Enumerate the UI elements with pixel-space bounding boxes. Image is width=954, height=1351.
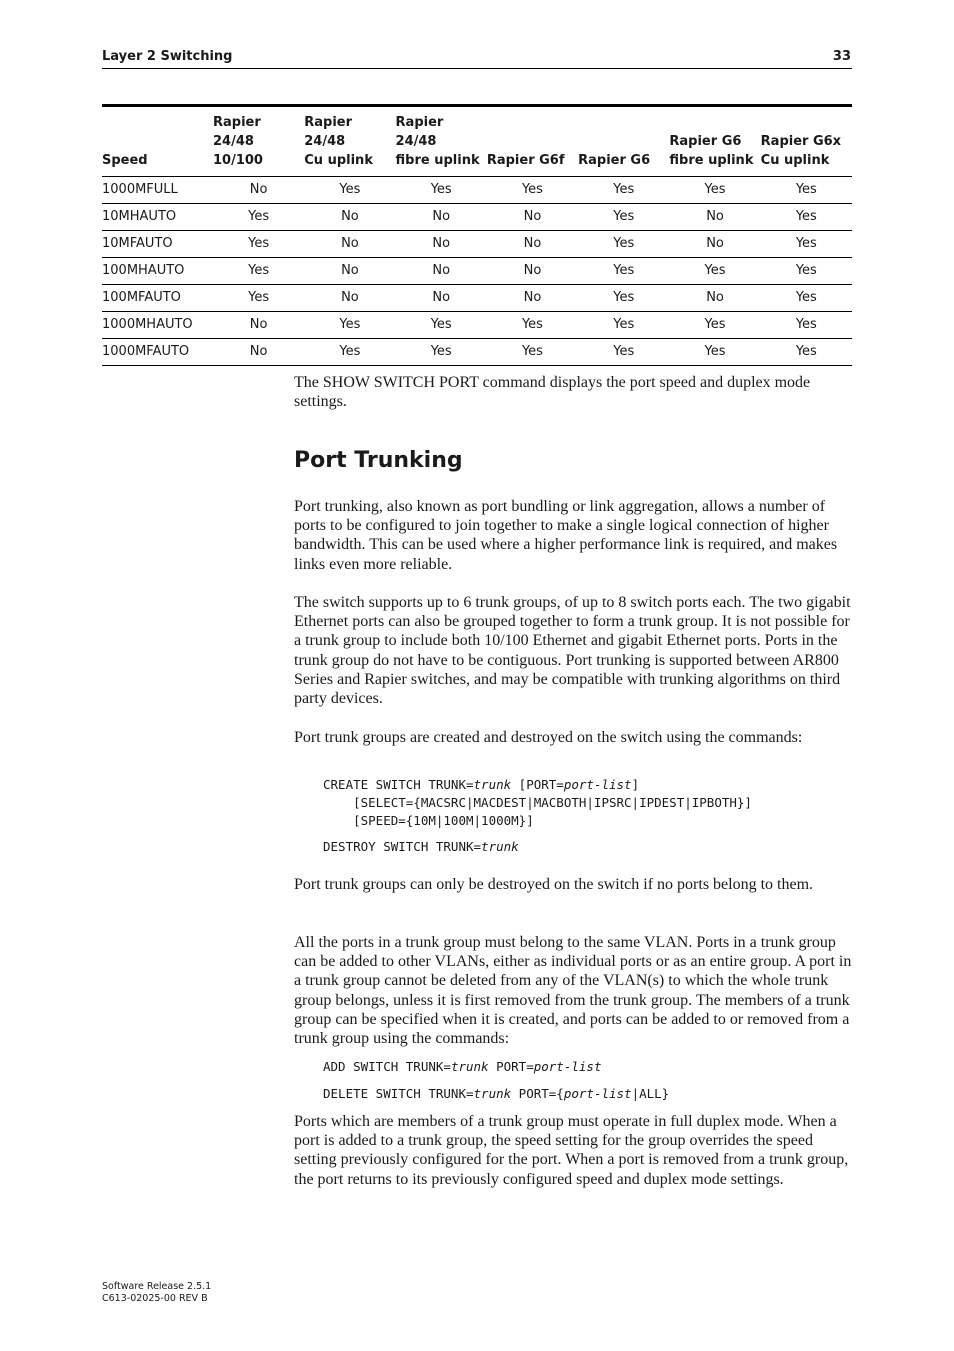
table-cell: Yes xyxy=(304,339,395,366)
table-cell: Yes xyxy=(669,339,760,366)
table-cell: No xyxy=(396,285,487,312)
table-cell: Yes xyxy=(578,258,669,285)
row-speed-cell: 10MFAUTO xyxy=(102,231,213,258)
table-cell: Yes xyxy=(304,177,395,204)
paragraph-4 xyxy=(294,875,854,894)
table-cell: Yes xyxy=(578,231,669,258)
col-header-rapier-24-48-cu-uplink: Rapier 24/48 Cu uplink xyxy=(304,106,395,177)
table-cell: No xyxy=(487,231,578,258)
table-cell: Yes xyxy=(761,231,852,258)
table-cell: Yes xyxy=(761,258,852,285)
table-cell: Yes xyxy=(761,204,852,231)
table-cell: Yes xyxy=(578,339,669,366)
row-speed-cell: 100MFAUTO xyxy=(102,285,213,312)
destroy-trunk-command: DESTROY SWITCH TRUNK=trunk xyxy=(323,839,519,854)
running-header-section: Layer 2 Switching xyxy=(102,49,233,64)
col-header-rapier-g6f: Rapier G6f xyxy=(487,106,578,177)
table-cell: No xyxy=(304,258,395,285)
paragraph-1 xyxy=(294,497,854,574)
paragraph-6-text: Ports which are members of a trunk group must operate in full duplex mode. When a port is added to a trunk group, the speed setting for the group overrides the speed setting previously configured for the port. When a port is removed from a trunk group, the port returns to its previously configured speed and duplex mode settings. xyxy=(294,1113,849,1188)
paragraph-6 xyxy=(294,1112,854,1189)
paragraph-5-text: All the ports in a trunk group must belong to the same VLAN. Ports in a trunk group can be added to other VLANs, either as individual ports or as an entire group. A port in a trunk group cannot be deleted from any of the VLAN(s) to which the whole trunk group belongs, unless it is first removed from the trunk group. The members of a trunk group can be specified when it is created, and ports can be added to or removed from a trunk group using the commands: xyxy=(294,934,852,1048)
table-cell: Yes xyxy=(669,312,760,339)
intro-paragraph xyxy=(294,373,854,411)
col-header-rapier-24-48-10-100: Rapier 24/48 10/100 xyxy=(213,106,304,177)
table-cell: Yes xyxy=(396,339,487,366)
delete-trunk-command: DELETE SWITCH TRUNK=trunk PORT={port-list|ALL} xyxy=(323,1086,670,1101)
table-cell: Yes xyxy=(578,312,669,339)
table-cell: Yes xyxy=(213,231,304,258)
table-cell: Yes xyxy=(761,339,852,366)
row-speed-cell: 10MHAUTO xyxy=(102,204,213,231)
col-header-speed: Speed xyxy=(102,106,213,177)
table-cell: Yes xyxy=(761,312,852,339)
page-number: 33 xyxy=(832,49,851,64)
header-rule xyxy=(102,68,852,69)
table-cell: No xyxy=(669,285,760,312)
table-cell: No xyxy=(213,177,304,204)
table-row xyxy=(102,285,852,312)
table-cell: No xyxy=(304,231,395,258)
table-cell: No xyxy=(213,312,304,339)
table-cell: No xyxy=(396,231,487,258)
table-cell: Yes xyxy=(578,204,669,231)
table-cell: No xyxy=(487,258,578,285)
table-cell: Yes xyxy=(487,339,578,366)
table-body xyxy=(102,177,852,366)
table-cell: No xyxy=(396,204,487,231)
table-cell: No xyxy=(669,204,760,231)
table-cell: Yes xyxy=(578,285,669,312)
paragraph-2-text: The switch supports up to 6 trunk groups, of up to 8 switch ports each. The two gigabit Ethernet ports can also be grouped together to form a trunk group. It is not possible for a trunk group to include both 10/100 Ethernet and gigabit Ethernet ports. Ports in the trunk group do not have to be contiguous. Port trunking is supported between AR800 Series and Rapier switches, and may be compatible with trunking algorithms on third party devices. xyxy=(294,594,851,708)
table-cell: Yes xyxy=(578,177,669,204)
paragraph-3-text: Port trunk groups are created and destroyed on the switch using the commands: xyxy=(294,729,803,746)
table-cell: Yes xyxy=(669,177,760,204)
footer-doc-id: C613-02025-00 REV B xyxy=(102,1292,208,1304)
table-cell: Yes xyxy=(761,177,852,204)
paragraph-3 xyxy=(294,728,854,747)
paragraph-1-text: Port trunking, also known as port bundling or link aggregation, allows a number of ports to be configured to join together to make a single logical connection of higher bandwidth. This can be used where a higher performance link is required, and makes links even more reliable. xyxy=(294,498,838,573)
table-cell: No xyxy=(669,231,760,258)
table-cell: Yes xyxy=(487,177,578,204)
paragraph-2 xyxy=(294,593,854,708)
table-cell: Yes xyxy=(487,312,578,339)
table-cell: No xyxy=(487,285,578,312)
table-cell: Yes xyxy=(213,258,304,285)
speed-support-table xyxy=(102,104,852,366)
table-row xyxy=(102,231,852,258)
col-header-rapier-g6x-cu-uplink: Rapier G6x Cu uplink xyxy=(761,106,852,177)
table-cell: Yes xyxy=(761,285,852,312)
table-cell: No xyxy=(487,204,578,231)
table-header-row xyxy=(102,106,852,177)
section-title: Port Trunking xyxy=(294,448,463,473)
table-cell: No xyxy=(396,258,487,285)
table-cell: No xyxy=(304,204,395,231)
table-row xyxy=(102,339,852,366)
table-cell: No xyxy=(304,285,395,312)
table-cell: Yes xyxy=(396,177,487,204)
paragraph-5 xyxy=(294,933,854,1048)
table-cell: Yes xyxy=(304,312,395,339)
add-trunk-command: ADD SWITCH TRUNK=trunk PORT=port-list xyxy=(323,1059,602,1074)
table-row xyxy=(102,204,852,231)
col-header-rapier-24-48-fibre-uplink: Rapier 24/48 fibre uplink xyxy=(396,106,487,177)
footer xyxy=(102,1281,211,1304)
create-trunk-command: CREATE SWITCH TRUNK=trunk [PORT=port-list] [SELECT={MACSRC|MACDEST|MACBOTH|IPSRC|IPDEST|IPBOTH}] [SPEED={10M|100M|1000M}] xyxy=(323,777,752,828)
paragraph-4-text: Port trunk groups can only be destroyed on the switch if no ports belong to them. xyxy=(294,876,814,893)
intro-text: The SHOW SWITCH PORT command displays the port speed and duplex mode settings. xyxy=(294,374,811,411)
row-speed-cell: 1000MFAUTO xyxy=(102,339,213,366)
row-speed-cell: 1000MFULL xyxy=(102,177,213,204)
table-row xyxy=(102,177,852,204)
table-cell: No xyxy=(213,339,304,366)
row-speed-cell: 100MHAUTO xyxy=(102,258,213,285)
footer-release: Software Release 2.5.1 xyxy=(102,1281,212,1292)
table-row xyxy=(102,312,852,339)
table-row xyxy=(102,258,852,285)
row-speed-cell: 1000MHAUTO xyxy=(102,312,213,339)
table-cell: Yes xyxy=(213,204,304,231)
col-header-rapier-g6-fibre-uplink: Rapier G6 fibre uplink xyxy=(669,106,760,177)
table-cell: Yes xyxy=(213,285,304,312)
col-header-rapier-g6: Rapier G6 xyxy=(578,106,669,177)
table-cell: Yes xyxy=(669,258,760,285)
table-cell: Yes xyxy=(396,312,487,339)
